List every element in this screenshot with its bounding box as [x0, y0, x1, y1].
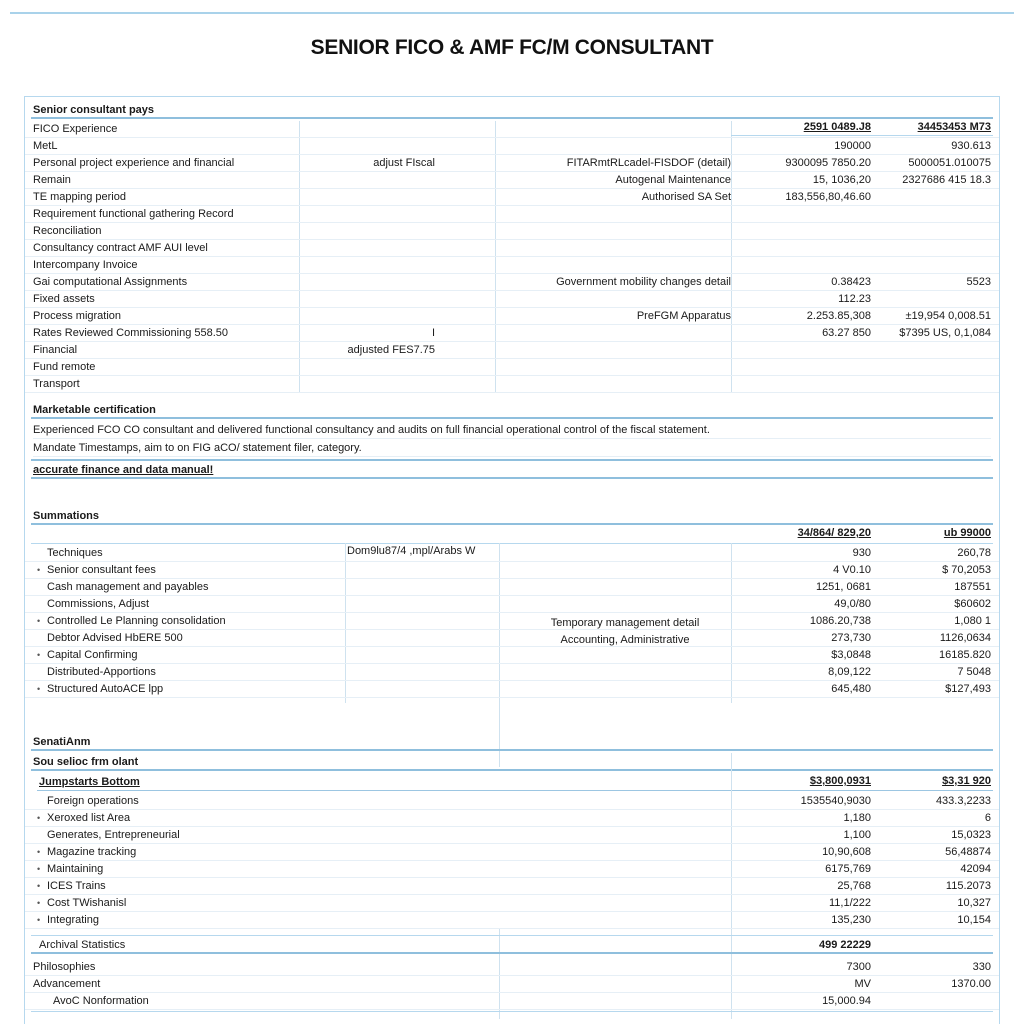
table-row: [25, 121, 999, 138]
row-label: FICO Experience: [33, 123, 118, 135]
row-value: ±19,954 0,008.51: [905, 310, 991, 322]
row-value: 260,78: [957, 547, 991, 559]
row-value: 1251, 0681: [815, 581, 871, 593]
section-rule: [31, 935, 993, 936]
row-label: Xeroxed list Area: [47, 812, 131, 824]
bullet-icon: •: [37, 864, 41, 874]
summary-heading-value: 499 22229: [819, 939, 871, 951]
row-label: Commissions, Adjust: [47, 598, 150, 610]
row-value: 5000051.010075: [908, 157, 991, 169]
table-row: [25, 562, 999, 579]
row-label: Personal project experience and financial: [33, 157, 235, 169]
row-value: 8,09,122: [828, 666, 871, 678]
table-row: [25, 827, 999, 844]
row-detail: adjust FIscal: [373, 157, 435, 169]
row-value: 433.3,2233: [935, 795, 991, 807]
row-value: 6: [984, 812, 991, 824]
table-row: [25, 793, 999, 810]
row-value: $60602: [954, 598, 991, 610]
row-value: 11,1/222: [828, 897, 871, 909]
table-row: [25, 579, 999, 596]
row-value: 112.23: [838, 293, 871, 305]
row-label: Fixed assets: [33, 293, 95, 305]
row-value: 7 5048: [957, 666, 991, 678]
row-label: Rates Reviewed Commissioning 558.50: [33, 327, 229, 339]
table-row: [25, 342, 999, 359]
row-value: $7395 US, 0,1,084: [899, 327, 991, 339]
bullet-icon: •: [37, 565, 41, 575]
table-row: [25, 240, 999, 257]
section-rule: [31, 1011, 993, 1012]
bullet-icon: •: [37, 813, 41, 823]
row-label: Philosophies: [33, 961, 96, 973]
table-row: [25, 844, 999, 861]
row-value: 56,48874: [945, 846, 991, 858]
row-detail: adjusted FES7.75: [347, 344, 435, 356]
bullet-icon: •: [37, 616, 41, 626]
row-value: 10,90,608: [822, 846, 871, 858]
table-row: [25, 810, 999, 827]
row-value: 63.27 850: [822, 327, 871, 339]
row-value: 2327686 415 18.3: [902, 174, 991, 186]
table-row: [25, 545, 999, 562]
row-value: 49,0/80: [834, 598, 871, 610]
row-label: Capital Confirming: [47, 649, 138, 661]
bullet-icon: •: [37, 915, 41, 925]
row-label: Consultancy contract AMF AUI level: [33, 242, 208, 254]
mid-label: Accounting, Administrative: [560, 634, 690, 646]
table-row: [25, 359, 999, 376]
row-value: 115.2073: [945, 880, 991, 892]
row-value: 0.38423: [831, 276, 871, 288]
row-value: 15, 1036,20: [812, 174, 871, 186]
section-heading: Marketable certification: [31, 401, 993, 419]
row-label: Financial: [33, 344, 78, 356]
table-row: [25, 138, 999, 155]
row-label: Controlled Le Planning consolidation: [47, 615, 226, 627]
section-heading: Senior consultant pays: [31, 101, 993, 119]
row-value: 1370.00: [951, 978, 991, 990]
summary-heading-row: [31, 937, 993, 954]
spreadsheet: [24, 96, 1000, 1024]
table-row: [25, 376, 999, 393]
row-label: Foreign operations: [47, 795, 139, 807]
column-header-rule: [31, 543, 993, 544]
row-label: TE mapping period: [33, 191, 126, 203]
row-label: Maintaining: [47, 863, 104, 875]
row-value: $ 70,2053: [942, 564, 991, 576]
row-value: 183,556,80,46.60: [785, 191, 871, 203]
column-header: 34453453 M73: [917, 121, 991, 133]
row-value: $3,0848: [831, 649, 871, 661]
row-value: 1,100: [843, 829, 871, 841]
bullet-icon: •: [37, 684, 41, 694]
row-value: 1086.20,738: [809, 615, 871, 627]
table-row: [25, 172, 999, 189]
table-row: [25, 274, 999, 291]
row-description: Government mobility changes detail: [556, 276, 731, 288]
summary-heading: Archival Statistics: [39, 939, 126, 951]
row-value: 1,080 1: [954, 615, 991, 627]
row-description: Autogenal Maintenance: [615, 174, 731, 186]
row-value: 42094: [960, 863, 991, 875]
description-line: Mandate Timestamps, aim to on FIG aCO/ statement filer, category.: [33, 439, 991, 457]
row-value: 1,180: [843, 812, 871, 824]
row-label: Process migration: [33, 310, 122, 322]
row-label: Techniques: [47, 547, 103, 559]
row-label: Cash management and payables: [47, 581, 209, 593]
table-row: [25, 647, 999, 664]
bullet-icon: •: [37, 847, 41, 857]
row-value: 930: [852, 547, 871, 559]
row-label: AvoC Nonformation: [53, 995, 149, 1007]
section-heading: Summations: [31, 507, 993, 525]
table-row: [25, 861, 999, 878]
row-label: MetL: [33, 140, 58, 152]
row-value: 7300: [846, 961, 871, 973]
row-value: 5523: [966, 276, 991, 288]
row-value: 4 V0.10: [833, 564, 871, 576]
bullet-icon: •: [37, 881, 41, 891]
row-label: Senior consultant fees: [47, 564, 156, 576]
row-value: 10,154: [957, 914, 991, 926]
row-value: 25,768: [837, 880, 871, 892]
table-row: [25, 993, 999, 1010]
table-row: [25, 613, 999, 630]
row-label: Distributed-Apportions: [47, 666, 156, 678]
row-label: Magazine tracking: [47, 846, 137, 858]
row-value: 190000: [834, 140, 871, 152]
table-row: [25, 912, 999, 929]
row-value: 273,730: [831, 632, 871, 644]
row-label: ICES Trains: [47, 880, 106, 892]
table-row: [25, 291, 999, 308]
column-header: 2591 0489.J8: [803, 121, 871, 133]
description-line: Experienced FCO CO consultant and delivered functional consultancy and audits on full financial operational control of the fiscal statement.: [33, 421, 991, 439]
bullet-icon: •: [37, 650, 41, 660]
row-description: FITARmtRLcadel-FISDOF (detail): [566, 157, 731, 169]
row-value: 930.613: [951, 140, 991, 152]
top-rule: [10, 12, 1014, 14]
section-heading: SenatiAnm: [31, 733, 993, 751]
table-row: [25, 223, 999, 240]
row-value: 9300095 7850.20: [785, 157, 871, 169]
row-label: Advancement: [33, 978, 101, 990]
row-value: 2.253.85,308: [806, 310, 871, 322]
table-row: [25, 878, 999, 895]
row-label: Structured AutoACE lpp: [47, 683, 164, 695]
table-row: [25, 895, 999, 912]
row-value: 6175,769: [825, 863, 871, 875]
column-header: 34/864/ 829,20: [797, 527, 871, 539]
side-label: Dom9lu87/4 ,mpl/Arabs W: [347, 545, 476, 557]
row-value: 1535540,9030: [800, 795, 871, 807]
row-value: 645,480: [831, 683, 871, 695]
row-label: Reconciliation: [33, 225, 102, 237]
row-value: 187551: [954, 581, 991, 593]
row-value: 330: [972, 961, 991, 973]
row-label: Remain: [33, 174, 71, 186]
row-value: 15,0323: [951, 829, 991, 841]
row-value: 15,000.94: [822, 995, 871, 1007]
table-row: [25, 155, 999, 172]
table-row: [25, 630, 999, 647]
document-title: SENIOR FICO & AMF FC/M CONSULTANT: [310, 36, 714, 59]
row-value: $127,493: [945, 683, 991, 695]
row-label: Generates, Entrepreneurial: [47, 829, 180, 841]
table-row: [25, 664, 999, 681]
row-description: PreFGM Apparatus: [636, 310, 731, 322]
table-row: [25, 596, 999, 613]
row-value: 1126,0634: [939, 632, 991, 644]
table-row: [25, 976, 999, 993]
section-subheading: Sou selioc frm olant: [31, 753, 993, 771]
table-row: [25, 959, 999, 976]
row-label: Fund remote: [33, 361, 96, 373]
group-heading: Jumpstarts Bottom: [37, 773, 993, 791]
table-row: [25, 325, 999, 342]
column-header: $3,800,0931: [809, 775, 871, 787]
table-row: [25, 189, 999, 206]
row-label: Debtor Advised HbERE 500: [47, 632, 183, 644]
column-header: ub 99000: [943, 527, 991, 539]
bullet-icon: •: [37, 898, 41, 908]
description-block: [33, 421, 991, 457]
row-description: Authorised SA Set: [641, 191, 731, 203]
table-row: [25, 308, 999, 325]
row-label: Gai computational Assignments: [33, 276, 188, 288]
row-value: 135,230: [831, 914, 871, 926]
row-value: MV: [854, 978, 871, 990]
row-value: 10,327: [957, 897, 991, 909]
row-label: Integrating: [47, 914, 99, 926]
mid-label: Temporary management detail: [550, 617, 700, 629]
table-row: [25, 257, 999, 274]
table-row: [25, 681, 999, 698]
row-label: Requirement functional gathering Record: [33, 208, 234, 220]
section-subheading: accurate finance and data manual!: [31, 461, 993, 479]
row-detail: I: [431, 327, 435, 339]
table-row: [25, 206, 999, 223]
row-label: Cost TWishanisl: [47, 897, 127, 909]
row-label: Transport: [33, 378, 80, 390]
row-label: Intercompany Invoice: [33, 259, 138, 271]
column-header: $3,31 920: [942, 775, 991, 787]
row-value: 16185.820: [939, 649, 991, 661]
